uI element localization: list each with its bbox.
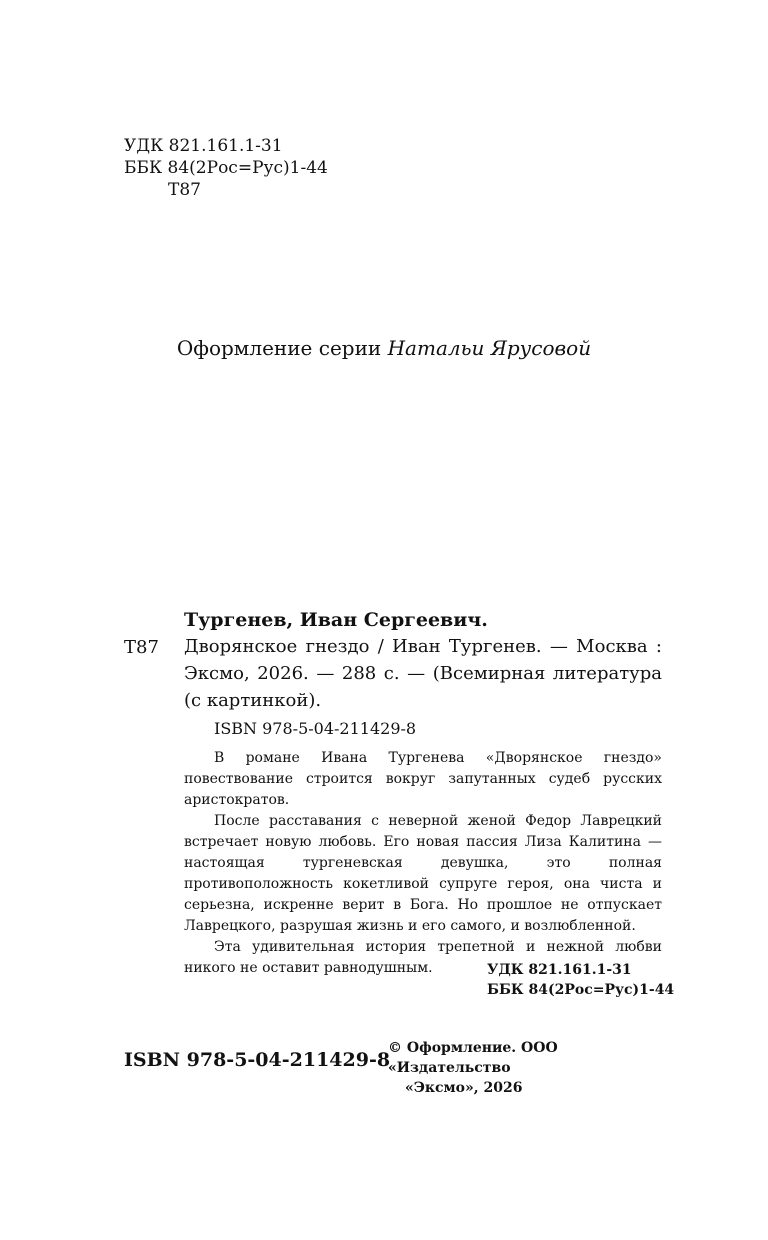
bbk-code-bottom: ББК 84(2Рос=Рус)1-44 — [487, 982, 675, 998]
udk-code: УДК 821.161.1-31 — [124, 136, 283, 156]
classification-codes-bottom — [487, 960, 674, 1000]
copyright-line-2: «Эксмо», 2026 — [405, 1080, 523, 1096]
record-author-mark: Т87 — [124, 637, 159, 658]
copyright-line-1: © Оформление. ООО «Издательство — [388, 1040, 558, 1076]
record-author: Тургенев, Иван Сергеевич. — [184, 609, 488, 631]
copyright-notice — [388, 1038, 664, 1098]
footer-isbn: ISBN 978-5-04-211429-8 — [124, 1049, 391, 1071]
udk-code-bottom: УДК 821.161.1-31 — [487, 962, 632, 978]
record-isbn: ISBN 978-5-04-211429-8 — [214, 719, 417, 738]
bibliographic-description: Дворянское гнездо / Иван Тургенев. — Москва : Эксмо, 2026. — 288 с. — (Всемирная литература (с картинкой). — [184, 636, 662, 711]
bbk-code: ББК 84(2Рос=Рус)1-44 — [124, 158, 328, 178]
series-design-credit — [0, 336, 768, 360]
author-mark: Т87 — [168, 180, 201, 200]
annotation-paragraph: После расставания с неверной женой Федор Лаврецкий встречает новую любовь. Его новая пассия Лиза Калитина — настоящая тургеневская девушка, это полная противоположность кокетливой супруге героя, она чиста и серьезна, искренне верит в Бога. Но прошлое не отпускает Лаврецкого, разрушая жизнь и его самого, и возлюбленной. — [184, 813, 662, 934]
classification-codes-top — [124, 135, 328, 201]
design-credit-prefix: Оформление серии — [176, 336, 388, 360]
annotation-paragraph: Эта удивительная история трепетной и нежной любви никого не оставит равнодушным. — [184, 939, 662, 976]
annotation-paragraph: В романе Ивана Тургенева «Дворянское гнездо» повествование строится вокруг запутанных судеб русских аристократов. — [184, 750, 662, 808]
annotation — [184, 748, 662, 979]
designer-name: Натальи Ярусовой — [387, 336, 592, 360]
